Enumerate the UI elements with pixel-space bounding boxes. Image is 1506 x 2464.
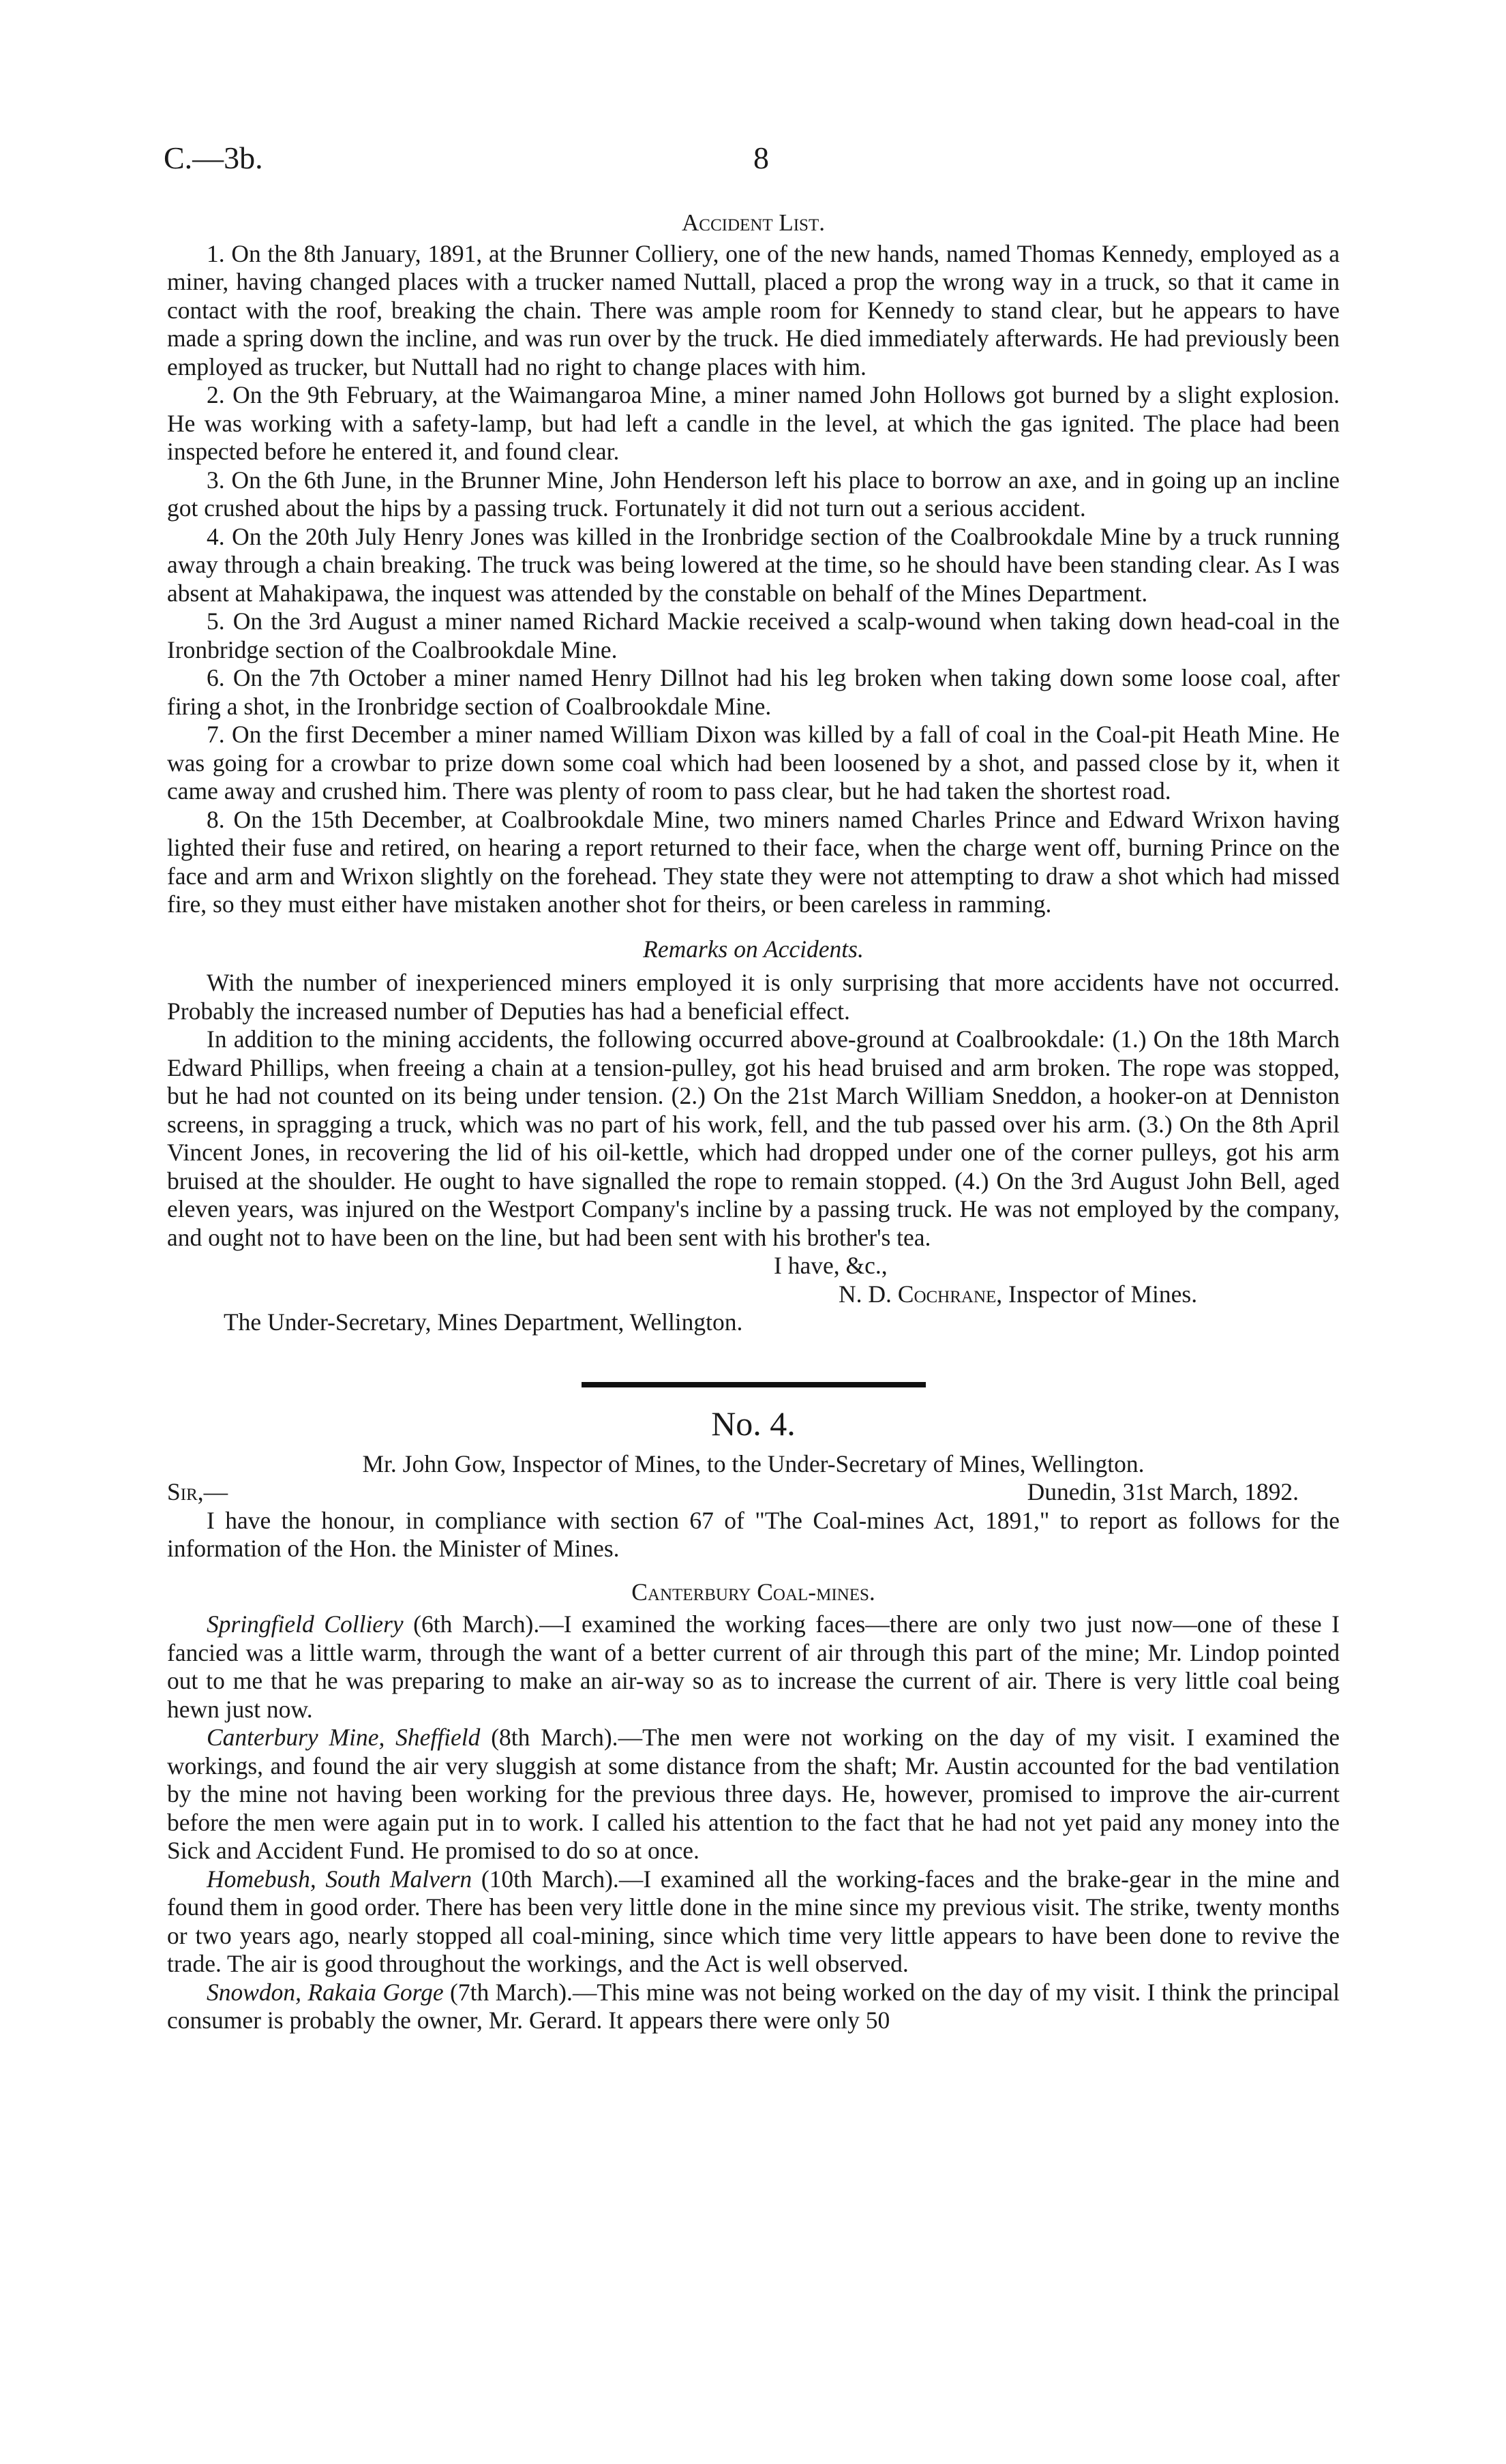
mine-entry bbox=[167, 1865, 1340, 1979]
signature bbox=[167, 1280, 1340, 1309]
entry-text: —I examined all the working-faces and the brake-gear in the mine and found them in good order. There has been very little done in the mine since my previous visit. The strike, twenty months or two years ago, nearly stopped all coal-mining, since which time very little appears to have been done to revive the trade. The air is good throughout the workings, and the Act is well observed. bbox=[167, 1865, 1340, 1977]
mine-name: Springfield Colliery bbox=[207, 1610, 404, 1638]
page-header bbox=[0, 140, 1506, 187]
accident-item: 2. On the 9th February, at the Waimangaroa Mine, a miner named John Hollows got burned by a slight explosion. He was working with a safety-lamp, but had left a candle in the level, at which the gas ignited. The place had been inspected before he entered it, and found clear. bbox=[167, 381, 1340, 465]
canterbury-heading: Canterbury Coal-mines. bbox=[631, 1578, 875, 1606]
accident-item: 4. On the 20th July Henry Jones was killed in the Ironbridge section of the Coalbrookdale Mine by a truck running away through a chain breaking. The truck was being lowered at the time, so he should have been standing clear. As I was absent at Mahakipawa, the inquest was attended by the constable on behalf of the Mines Department. bbox=[167, 522, 1340, 607]
accident-list-heading: Accident List. bbox=[682, 209, 825, 236]
accident-item: 1. On the 8th January, 1891, at the Brunner Colliery, one of the new hands, named Thomas Kennedy, employed as a miner, having changed places with a trucker named Nuttall, placed a prop the wrong way in a truck, so that it came in contact with the roof, breaking the chain. There was ample room for Kennedy to stand clear, but he appears to have made a spring down the incline, and was run over by the truck. He died immediately afterwards. He had previously been employed as trucker, but Nuttall had no right to change places with him. bbox=[167, 239, 1340, 380]
accident-item: 5. On the 3rd August a miner named Richard Mackie received a scalp-wound when taking down head-coal in the Ironbridge section of the Coalbrookdale Mine. bbox=[167, 607, 1340, 663]
mine-name: Snowdon, Rakaia Gorge bbox=[207, 1978, 444, 2006]
letter-title: Mr. John Gow, Inspector of Mines, to the Under-Secretary of Mines, Wellington. bbox=[362, 1449, 1145, 1477]
salutation: Sir,— bbox=[167, 1478, 228, 1505]
document-reference: C.—3b. bbox=[164, 140, 263, 175]
accident-item: 6. On the 7th October a miner named Henry Dillnot had his leg broken when taking down some loose coal, after firing a shot, in the Ironbridge section of Coalbrookdale Mine. bbox=[167, 664, 1340, 720]
mine-entry bbox=[167, 1979, 1340, 2035]
visit-date: (10th March). bbox=[481, 1865, 619, 1893]
addressee: The Under-Secretary, Mines Department, Wellington. bbox=[224, 1308, 743, 1336]
page-number: 8 bbox=[753, 140, 769, 175]
no4-heading: No. 4. bbox=[711, 1404, 796, 1443]
mine-name: Homebush, South Malvern bbox=[207, 1865, 472, 1893]
section-divider bbox=[582, 1382, 926, 1387]
closing-line: I have, &c., bbox=[774, 1252, 888, 1279]
page-body bbox=[167, 205, 1340, 2035]
letter-intro: I have the honour, in compliance with section 67 of "The Coal-mines Act, 1891," to report as follows for the information of the Hon. the Minister of Mines. bbox=[167, 1506, 1340, 1562]
remarks-heading: Remarks on Accidents. bbox=[643, 935, 864, 963]
signature-title: Inspector of Mines. bbox=[1008, 1280, 1198, 1308]
entry-text: —I examined the working faces—there are only two just now—one of these I fancied was a little warm, through the want of a better current of air through this part of the mine; Mr. Lindop pointed out to me that he was preparing to make an air-way so as to increase the current of air. There is very little coal being hewn just now. bbox=[167, 1610, 1340, 1723]
signature-name: N. D. Cochrane, bbox=[839, 1280, 1003, 1308]
remarks-paragraph: With the number of inexperienced miners employed it is only surprising that more accidents have not occurred. Probably the increased number of Deputies has had a beneficial effect. bbox=[167, 969, 1340, 1025]
letter-date: Dunedin, 31st March, 1892. bbox=[1027, 1478, 1299, 1505]
accident-item: 3. On the 6th June, in the Brunner Mine, John Henderson left his place to borrow an axe, and in going up an incline got crushed about the hips by a passing truck. Fortunately it did not turn out a serious accident. bbox=[167, 466, 1340, 522]
remarks-paragraph: In addition to the mining accidents, the following occurred above-ground at Coalbrookdale: (1.) On the 18th March Edward Phillips, when freeing a chain at a tension-pulley, got his head bruised and arm broken. The rope was stopped, but he had not counted on its being under tension. (2.) On the 21st March William Sneddon, a hooker-on at Denniston screens, in spragging a truck, which was no part of his work, fell, and the tub passed over his arm. (3.) On the 8th April Vincent Jones, in recovering the lid of his oil-kettle, which had dropped under one of the corner pulleys, got his arm bruised at the shoulder. He ought to have signalled the rope to remain stopped. (4.) On the 3rd August John Bell, aged eleven years, was injured on the Westport Company's incline by a passing truck. He was not employed by the company, and ought not to have been on the line, but had been sent with his brother's tea. bbox=[167, 1025, 1340, 1251]
mine-name: Canterbury Mine, Sheffield bbox=[207, 1724, 481, 1751]
entry-text: —The men were not working on the day of my visit. I examined the workings, and found the air very sluggish at some distance from the shaft; Mr. Austin accounted for the bad ventilation by the mine not having been working for the previous three days. He, however, promised to improve the air-current before the men were again put in to work. I called his attention to the fact that he had not yet paid any money into the Sick and Accident Fund. He promised to do so at once. bbox=[167, 1724, 1340, 1864]
entry-text: —This mine was not being worked on the day of my visit. I think the principal consumer is probably the owner, Mr. Gerard. It appears there were only 50 bbox=[167, 1978, 1340, 2034]
salutation-line bbox=[167, 1478, 1340, 1507]
accident-item: 7. On the first December a miner named William Dixon was killed by a fall of coal in the Coal-pit Heath Mine. He was going for a crowbar to prize down some coal which had been loosened by a shot, and passed close by it, when it came away and crushed him. There was plenty of room to pass clear, but he had taken the shortest road. bbox=[167, 721, 1340, 805]
mine-entry bbox=[167, 1610, 1340, 1724]
visit-date: (6th March). bbox=[413, 1610, 540, 1638]
visit-date: (8th March). bbox=[491, 1724, 618, 1751]
accident-item: 8. On the 15th December, at Coalbrookdale Mine, two miners named Charles Prince and Edward Wrixon having lighted their fuse and retired, on hearing a report returned to their face, when the charge went off, burning Prince on the face and arm and Wrixon slightly on the forehead. They state they were not attempting to draw a shot which had missed fire, so they must either have mistaken another shot for theirs, or been careless in ramming. bbox=[167, 805, 1340, 918]
mine-entry bbox=[167, 1724, 1340, 1865]
visit-date: (7th March). bbox=[450, 1978, 573, 2006]
